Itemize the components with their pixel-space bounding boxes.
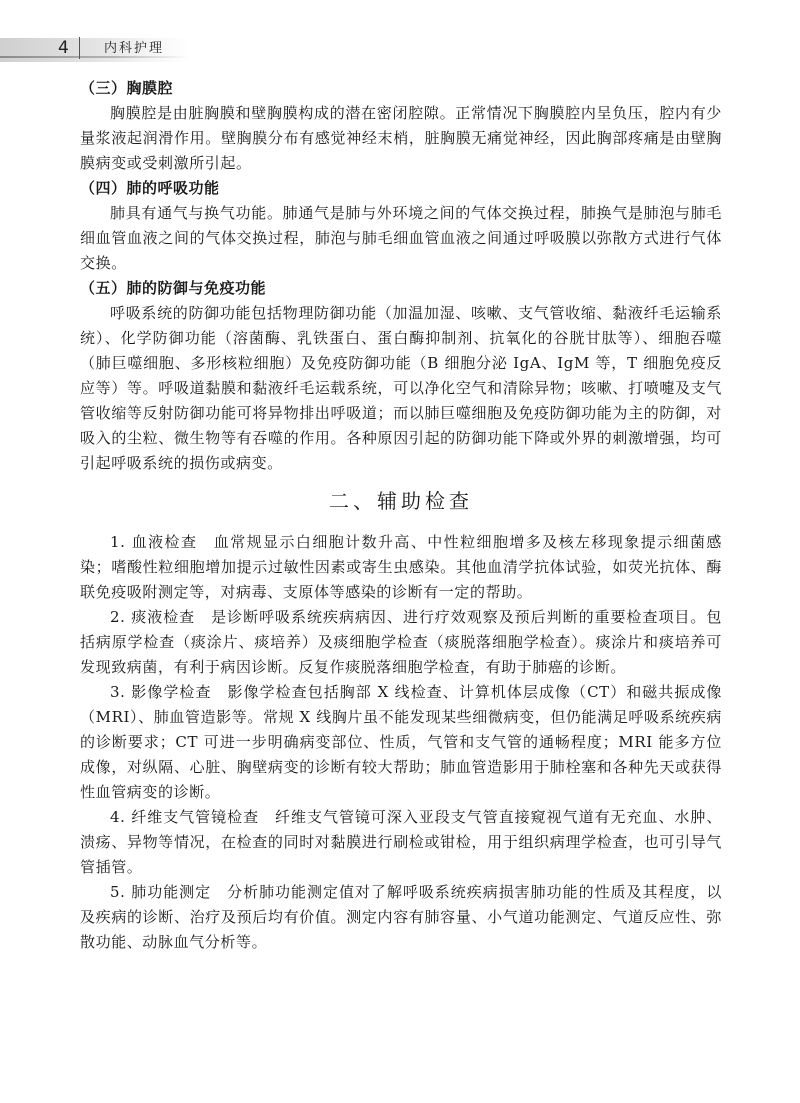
section-title-auxiliary-exam: 二、辅助检查 — [329, 489, 473, 513]
paragraph-pleural-cavity: 胸膜腔是由脏胸膜和壁胸膜构成的潜在密闭腔隙。正常情况下胸膜腔内呈负压，腔内有少量浆液起润滑作用。壁胸膜分布有感觉神经末梢，脏胸膜无痛觉神经，因此胸部疼痛是由壁胸膜病变或受刺激所引起。 — [80, 104, 722, 172]
page-content — [80, 76, 722, 955]
heading-defense-function: （五）肺的防御与免疫功能 — [80, 279, 267, 297]
exam-item-bronchoscopy: 4. 纤维支气管镜检查 纤维支气管镜可深入亚段支气管直接窥视气道有无充血、水肿、溃疡、异物等情况，在检查的同时对黏膜进行刷检或钳检，用于组织病理学检查，也可引导气管插管。 — [80, 808, 722, 876]
exam-item-sputum: 2. 痰液检查 是诊断呼吸系统疾病病因、进行疗效观察及预后判断的重要检查项目。包括病原学检查（痰涂片、痰培养）及痰细胞学检查（痰脱落细胞学检查）。痰涂片和痰培养可发现致病菌，有利于病因诊断。反复作痰脱落细胞学检查，有助于肺癌的诊断。 — [80, 608, 722, 676]
heading-pleural-cavity: （三）胸膜腔 — [80, 79, 174, 97]
heading-respiratory-function: （四）肺的呼吸功能 — [80, 179, 220, 197]
exam-item-blood: 1. 血液检查 血常规显示白细胞计数升高、中性粒细胞增多及核左移现象提示细菌感染；嗜酸性粒细胞增加提示过敏性因素或寄生虫感染。其他血清学抗体试验，如荧光抗体、酶联免疫吸附测定等，对病毒、支原体等感染的诊断有一定的帮助。 — [80, 533, 722, 601]
page-number: 4 — [58, 37, 80, 59]
paragraph-respiratory-function: 肺具有通气与换气功能。肺通气是肺与外环境之间的气体交换过程，肺换气是肺泡与肺毛细血管血液之间的气体交换过程，肺泡与肺毛细血管血液之间通过呼吸膜以弥散方式进行气体交换。 — [80, 204, 722, 272]
exam-item-imaging: 3. 影像学检查 影像学检查包括胸部 X 线检查、计算机体层成像（CT）和磁共振成像（MRI）、肺血管造影等。常规 X 线胸片虽不能发现某些细微病变，但仍能满足呼吸系统疾病的诊断要求；CT 可进一步明确病变部位、性质，气管和支气管的通畅程度；MRI 能多方位成像，对纵隔、心脏、胸壁病变的诊断有较大帮助；肺血管造影用于肺栓塞和各种先天或获得性血管病变的诊断。 — [80, 683, 722, 801]
running-title: 内科护理 — [104, 41, 165, 56]
paragraph-defense-function: 呼吸系统的防御功能包括物理防御功能（加温加湿、咳嗽、支气管收缩、黏液纤毛运输系统）、化学防御功能（溶菌酶、乳铁蛋白、蛋白酶抑制剂、抗氧化的谷胱甘肽等）、细胞吞噬（肺巨噬细胞、多形核粒细胞）及免疫防御功能（B 细胞分泌 IgA、IgM 等，T 细胞免疫反应等）等。呼吸道黏膜和黏液纤毛运载系统，可以净化空气和清除异物；咳嗽、打喷嚏及支气管收缩等反射防御功能可将异物排出呼吸道；而以肺巨噬细胞及免疫防御功能为主的防御，对吸入的尘粒、微生物等有吞噬的作用。各种原因引起的防御功能下降或外界的刺激增强，均可引起呼吸系统的损伤或病变。 — [80, 304, 722, 472]
exam-item-lung-function: 5. 肺功能测定 分析肺功能测定值对了解呼吸系统疾病损害肺功能的性质及其程度，以及疾病的诊断、治疗及预后均有价值。测定内容有肺容量、小气道功能测定、气道反应性、弥散功能、动脉血气分析等。 — [80, 883, 722, 951]
